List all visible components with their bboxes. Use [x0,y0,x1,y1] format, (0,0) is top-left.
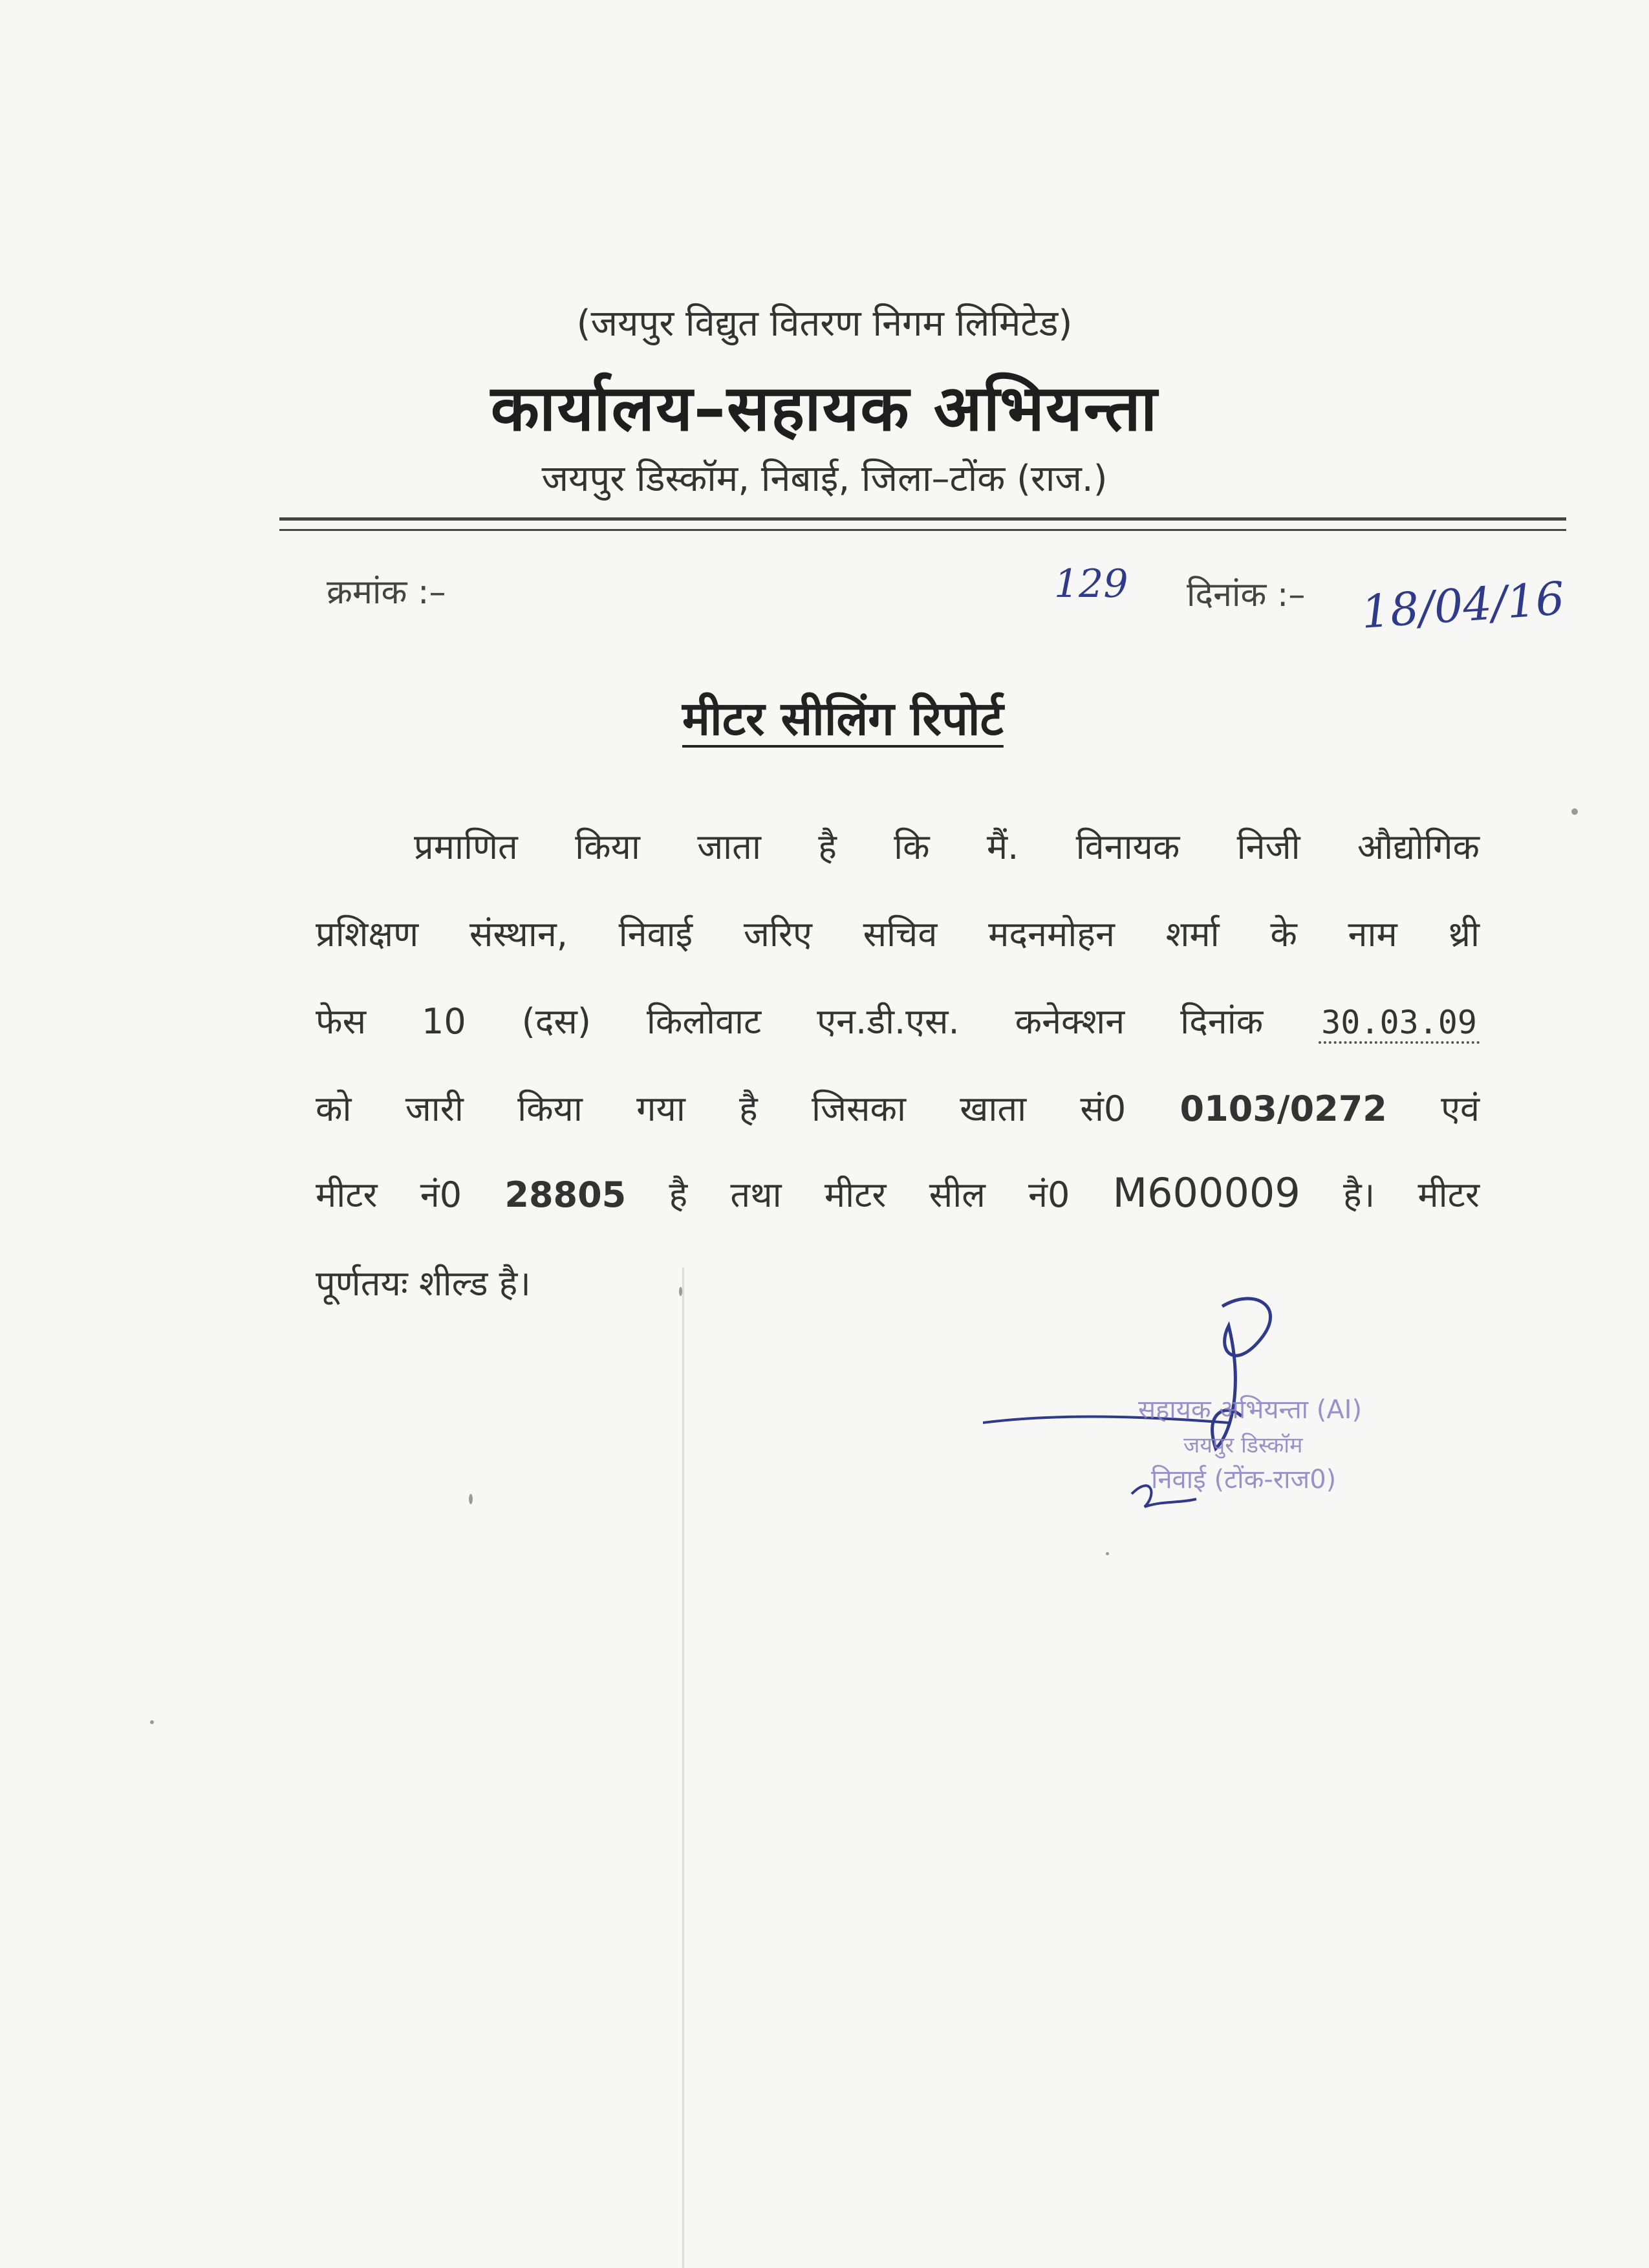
date-value-handwritten: 18/04/16 [1359,572,1566,639]
office-title: कार्यालय–सहायक अभियन्ता [490,372,1159,446]
body-line-5-mid: है तथा मीटर सील नं0 [669,1174,1070,1215]
parent-organization: (जयपुर विद्युत वितरण निगम लिमिटेड) [576,303,1073,345]
stamp-line-2: जयपुर डिस्कॉम [1183,1432,1303,1458]
body-line-4 [316,1083,1480,1131]
connection-date: 30.03.09 [1319,1004,1480,1044]
body-line-4-text: को जारी किया गया है जिसका खाता सं0 [316,1088,1126,1129]
body-line-5-text: मीटर नं0 [316,1174,462,1215]
scan-speck [469,1494,473,1504]
body-line-6: पूर्णतयः शील्ड है। [316,1263,531,1304]
body-line-3 [316,996,1480,1044]
scan-speck [150,1720,154,1724]
stamp-line-1: सहायक अभियन्ता (AI) [1138,1395,1363,1425]
account-number: 0103/0272 [1180,1088,1387,1129]
letterhead-divider-thin [279,529,1566,531]
body-line-4-end: एवं [1441,1088,1480,1129]
letterhead-divider-thick [279,517,1566,521]
body-line-3-text: फेस 10 (दस) किलोवाट एन.डी.एस. कनेक्शन दिनांक [316,1001,1264,1042]
date-label: दिनांक :– [1187,576,1306,614]
reference-number: 129 [1054,561,1128,607]
paper-fold-line [682,1268,684,2268]
office-address: जयपुर डिस्कॉम, निबाई, जिला–टोंक (राज.) [541,458,1108,500]
body-line-2: प्रशिक्षण संस्थान, निवाई जरिए सचिव मदनमोहन शर्मा के नाम थ्री [316,914,1480,955]
body-line-5 [316,1169,1480,1217]
seal-number: M600009 [1112,1169,1300,1216]
scan-speck [1106,1552,1109,1555]
body-line-1: प्रमाणित किया जाता है कि मैं. विनायक निजी औद्योगिक [414,826,1480,867]
report-title: मीटर सीलिंग रिपोर्ट [682,691,1004,746]
body-line-5-end: है। मीटर [1343,1174,1480,1215]
meter-number: 28805 [504,1174,627,1215]
reference-label: क्रमांक :– [327,573,446,612]
scan-speck [1571,808,1578,815]
scan-speck [679,1287,682,1296]
stamp-line-3: निवाई (टोंक-राज0) [1151,1465,1337,1495]
